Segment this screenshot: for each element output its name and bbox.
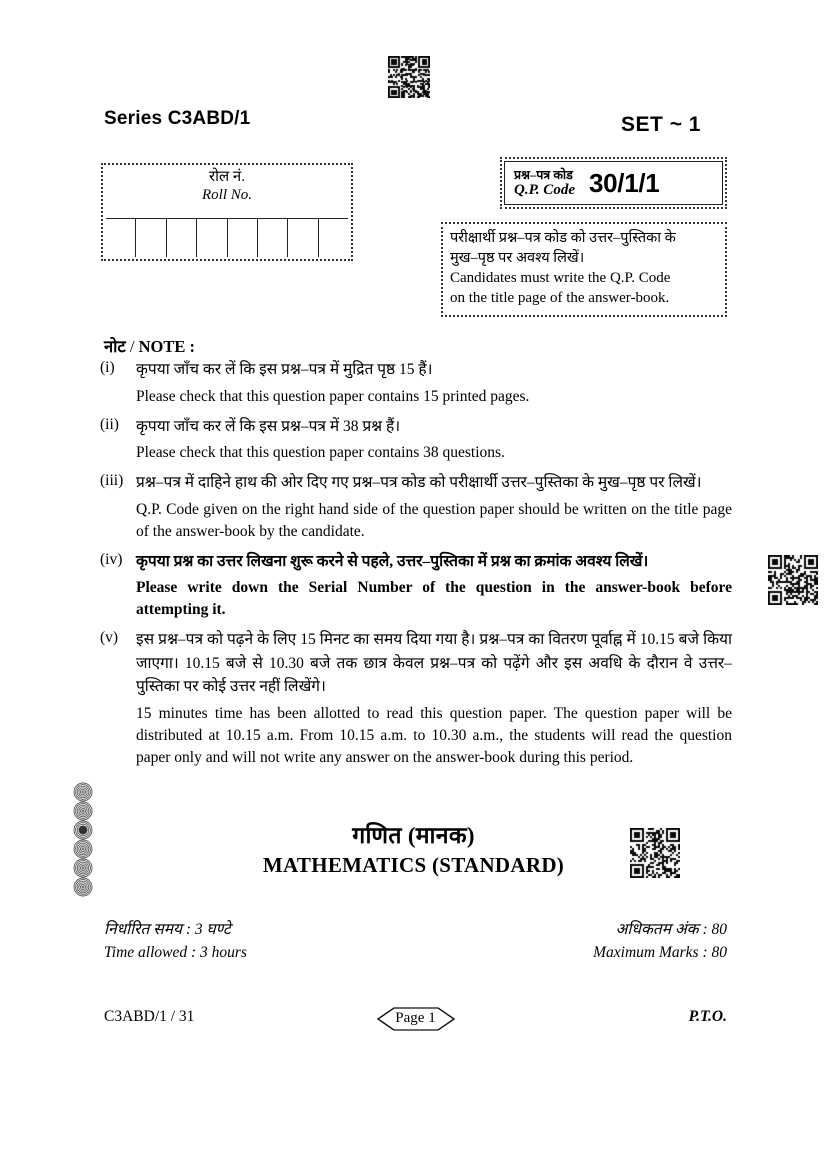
note-item <box>100 628 732 776</box>
series-label: Series C3ABD/1 <box>104 108 251 129</box>
roll-no-box[interactable] <box>101 163 353 261</box>
spacer <box>136 543 732 550</box>
footer-pto: P.T.O. <box>688 1008 727 1025</box>
note-heading-slash: / <box>125 337 139 356</box>
maximum-marks-hi: अधिकतम अंक : 80 <box>615 921 727 938</box>
note-heading-en: NOTE : <box>138 337 195 356</box>
note-item-number: (i) <box>100 359 115 376</box>
roll-no-cell[interactable] <box>319 219 348 257</box>
qr-code-icon <box>388 56 430 98</box>
qp-code-label-en: Q.P. Code <box>514 181 575 198</box>
subject-title-en: MATHEMATICS (STANDARD) <box>262 853 565 877</box>
roll-no-label-hi: रोल नं. <box>208 169 245 185</box>
note-item-number: (ii) <box>100 415 119 433</box>
spacer <box>136 464 732 471</box>
page-number-badge <box>364 1006 468 1032</box>
note-item-number: (v) <box>100 629 119 647</box>
note-item-body <box>136 358 732 415</box>
qp-code-inner <box>504 161 723 205</box>
roll-no-cells[interactable] <box>106 218 348 257</box>
note-heading <box>104 334 195 357</box>
subject-title <box>0 818 827 878</box>
note-item-number: (iii) <box>100 472 124 490</box>
note-item <box>100 415 732 472</box>
note-item-english: Please write down the Serial Number of the question in the answer-book before attempting it. <box>136 579 732 619</box>
note-items-list <box>100 358 732 776</box>
qp-code-labels <box>514 168 575 199</box>
qr-code-icon <box>768 555 818 605</box>
set-label: SET ~ 1 <box>621 113 701 136</box>
maximum-marks-block <box>593 918 727 965</box>
roll-no-cell[interactable] <box>197 219 227 257</box>
note-item-hindi: कृपया प्रश्न का उत्तर लिखना शुरू करने से पहले, उत्तर–पुस्तिका में प्रश्न का क्रमांक अवश्य लिखें। <box>136 552 649 570</box>
roll-no-cell[interactable] <box>288 219 318 257</box>
qp-code-label-hi: प्रश्न–पत्र कोड <box>514 167 573 182</box>
note-item-body <box>136 415 732 472</box>
note-item-hindi: कृपया जाँच कर लें कि इस प्रश्न–पत्र में 38 प्रश्न हैं। <box>136 417 401 435</box>
note-item-body <box>136 471 732 550</box>
note-item <box>100 471 732 550</box>
footer-paper-code: C3ABD/1 / 31 <box>104 1008 195 1025</box>
page-footer <box>104 1006 727 1030</box>
roll-no-cell[interactable] <box>167 219 197 257</box>
qp-code-value: 30/1/1 <box>588 167 660 198</box>
qr-code-icon <box>630 828 680 878</box>
roll-no-label-en: Roll No. <box>201 186 252 203</box>
spacer <box>136 621 732 628</box>
note-item-hindi: प्रश्न–पत्र में दाहिने हाथ की ओर दिए गए प्रश्न–पत्र कोड को परीक्षार्थी उत्तर–पुस्तिका के मुख–पृष्ठ पर लिखें। <box>136 474 702 492</box>
roll-no-cell[interactable] <box>258 219 288 257</box>
spacer <box>136 769 732 776</box>
note-item-hindi: इस प्रश्न–पत्र को पढ़ने के लिए 15 मिनट का समय दिया गया है। प्रश्न–पत्र का वितरण पूर्वाह्न में 10.15 बजे किया जाएगा। 10.15 बजे से 10.30 बजे तक छात्र केवल प्रश्न–पत्र को पढ़ेंगे और इस अवधि के दौरान वे उत्तर–पुस्तिका पर कोई उत्तर नहीं लिखेंगे। <box>136 631 732 696</box>
roll-no-cell[interactable] <box>136 219 166 257</box>
time-allowed-en: Time allowed : 3 hours <box>104 944 247 962</box>
concentric-circle-mark <box>72 877 94 897</box>
note-heading-hi: नोट <box>104 337 126 356</box>
note-item-body <box>136 550 732 629</box>
note-item-english: Q.P. Code given on the right hand side of the question paper should be written on the title page of the answer-book by the candidate. <box>136 500 732 540</box>
roll-no-cell[interactable] <box>228 219 258 257</box>
subject-title-hi: गणित (मानक) <box>352 823 475 848</box>
note-item-body <box>136 628 732 776</box>
candidates-notice-en-line2: on the title page of the answer-book. <box>450 290 670 307</box>
note-item-english: Please check that this question paper contains 15 printed pages. <box>136 387 530 405</box>
note-item-hindi: कृपया जाँच कर लें कि इस प्रश्न–पत्र में मुद्रित पृष्ठ 15 हैं। <box>136 361 433 378</box>
candidates-notice-hi-line1: परीक्षार्थी प्रश्न–पत्र कोड को उत्तर–पुस्तिका के <box>450 230 676 246</box>
time-and-marks <box>104 918 727 965</box>
concentric-circle-mark <box>72 782 94 802</box>
note-item <box>100 550 732 629</box>
maximum-marks-en: Maximum Marks : 80 <box>593 944 727 962</box>
roll-no-cell[interactable] <box>106 219 136 257</box>
note-item-english: 15 minutes time has been allotted to read this question paper. The question paper will be distributed at 10.15 a.m. From 10.15 a.m. to 10.30 a.m., the students will read the question paper only and will not write any answer on the answer-book during this period. <box>136 704 732 766</box>
candidates-notice-hi-line2: मुख–पृष्ठ पर अवश्य लिखें। <box>450 250 585 266</box>
time-allowed-hi: निर्धारित समय : 3 घण्टे <box>104 921 231 938</box>
note-item-number: (iv) <box>100 550 123 568</box>
candidates-notice-box <box>441 222 727 317</box>
candidates-notice-en-line1: Candidates must write the Q.P. Code <box>450 270 671 286</box>
roll-no-labels <box>103 165 351 204</box>
spacer <box>136 408 732 415</box>
note-item <box>100 358 732 415</box>
time-allowed-block <box>104 918 247 965</box>
qp-code-box <box>500 157 727 209</box>
note-item-english: Please check that this question paper contains 38 questions. <box>136 444 505 462</box>
page-number-text: Page 1 <box>395 1010 436 1026</box>
